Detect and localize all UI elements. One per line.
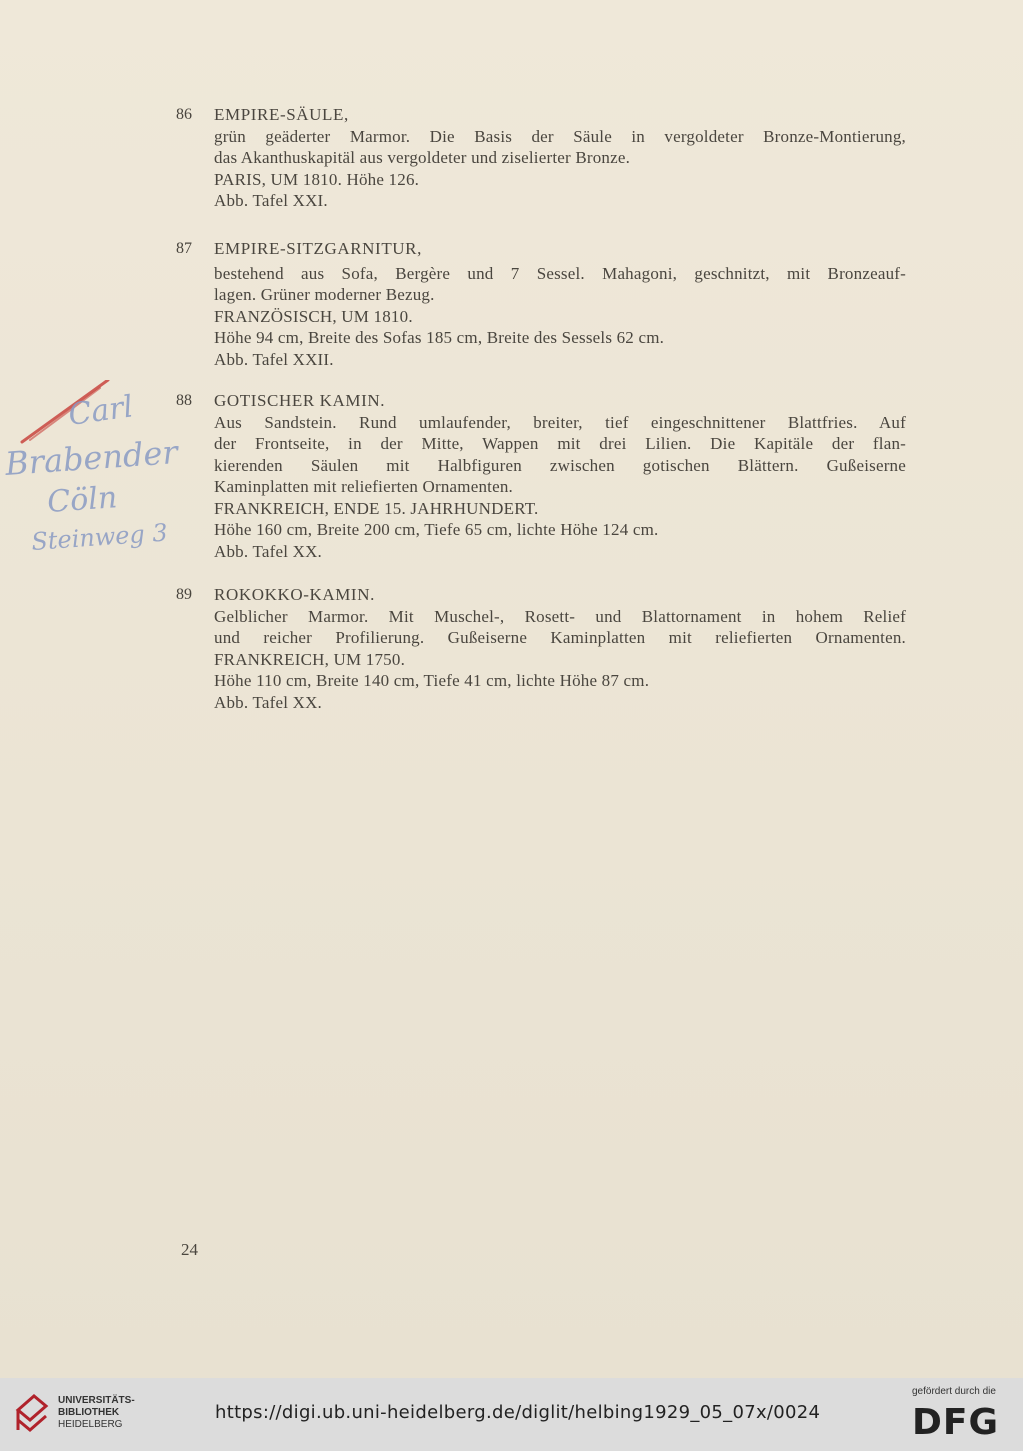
funding-note: gefördert durch die <box>912 1386 996 1397</box>
entry-line: Abb. Tafel XXI. <box>214 191 328 210</box>
entry-line: lagen. Grüner moderner Bezug. <box>214 285 435 304</box>
entry-number: 86 <box>176 106 192 123</box>
handwritten-line: Steinweg 3 <box>30 518 169 556</box>
library-name-line: HEIDELBERG <box>58 1419 123 1430</box>
entry-title: EMPIRE-SÄULE, <box>214 105 349 124</box>
entry-title: ROKOKKO-KAMIN. <box>214 585 375 604</box>
viewer-footer <box>0 1378 1023 1451</box>
catalog-entry-86 <box>176 104 906 212</box>
entry-line: Abb. Tafel XXII. <box>214 349 334 369</box>
entry-title: EMPIRE-SITZGARNITUR, <box>214 239 422 258</box>
entry-title: GOTISCHER KAMIN. <box>214 391 386 410</box>
entry-line: Höhe 110 cm, Breite 140 cm, Tiefe 41 cm, lichte Höhe 87 cm. <box>214 671 650 690</box>
entry-line: das Akanthuskapitäl aus vergoldeter und ziselierter Bronze. <box>214 148 631 167</box>
handwritten-line: Carl <box>66 389 136 433</box>
library-name <box>58 1395 135 1431</box>
entry-line: Abb. Tafel XX. <box>214 541 322 561</box>
catalog-entry-89 <box>176 584 906 713</box>
library-name-line: BIBLIOTHEK <box>58 1407 120 1418</box>
entry-number: 87 <box>176 240 192 257</box>
entry-line: FRANZÖSISCH, UM 1810. <box>214 306 413 326</box>
entry-line: PARIS, UM 1810. Höhe 126. <box>214 169 420 189</box>
entry-number: 88 <box>176 392 192 409</box>
catalog-entry-88 <box>176 390 906 562</box>
entry-line: der Frontseite, in der Mitte, Wappen mit drei Lilien. Die Kapitäle der flan- <box>214 434 906 453</box>
handwritten-annotation <box>0 380 200 580</box>
entry-line: FRANKREICH, ENDE 15. JAHRHUNDERT. <box>214 498 539 518</box>
entry-line: und reicher Profilierung. Gußeiserne Kaminplatten mit reliefierten Ornamenten. <box>214 628 906 647</box>
entry-line: Aus Sandstein. Rund umlaufender, breiter, tief eingeschnittener Blattfries. Auf <box>214 412 906 432</box>
entry-line: Abb. Tafel XX. <box>214 692 322 712</box>
entry-line: Kaminplatten mit reliefierten Ornamenten. <box>214 477 513 496</box>
dfg-logo: DFG <box>912 1402 1000 1443</box>
page-number: 24 <box>181 1240 198 1259</box>
catalog-entry-87 <box>176 238 906 370</box>
permalink-url[interactable]: https://digi.ub.uni-heidelberg.de/diglit/helbing1929_05_07x/0024 <box>215 1402 821 1423</box>
entry-line: grün geäderter Marmor. Die Basis der Säule in vergoldeter Bronze-Montierung, <box>214 126 906 146</box>
entry-line: Höhe 160 cm, Breite 200 cm, Tiefe 65 cm, lichte Höhe 124 cm. <box>214 520 659 539</box>
handwritten-line: Cöln <box>46 480 119 520</box>
entry-line: kierenden Säulen mit Halbfiguren zwischen gotischen Blättern. Gußeiserne <box>214 455 906 475</box>
handwritten-line: Brabender <box>3 433 179 483</box>
library-name-line: UNIVERSITÄTS- <box>58 1395 135 1406</box>
entry-line: FRANKREICH, UM 1750. <box>214 649 406 669</box>
entry-number: 89 <box>176 586 192 603</box>
entry-line: bestehend aus Sofa, Bergère und 7 Sessel. Mahagoni, geschnitzt, mit Bronzeauf- <box>214 263 906 283</box>
entry-line: Höhe 94 cm, Breite des Sofas 185 cm, Breite des Sessels 62 cm. <box>214 328 665 347</box>
library-logo-icon <box>12 1390 52 1438</box>
entry-line: Gelblicher Marmor. Mit Muschel-, Rosett- und Blattornament in hohem Relief <box>214 606 906 626</box>
